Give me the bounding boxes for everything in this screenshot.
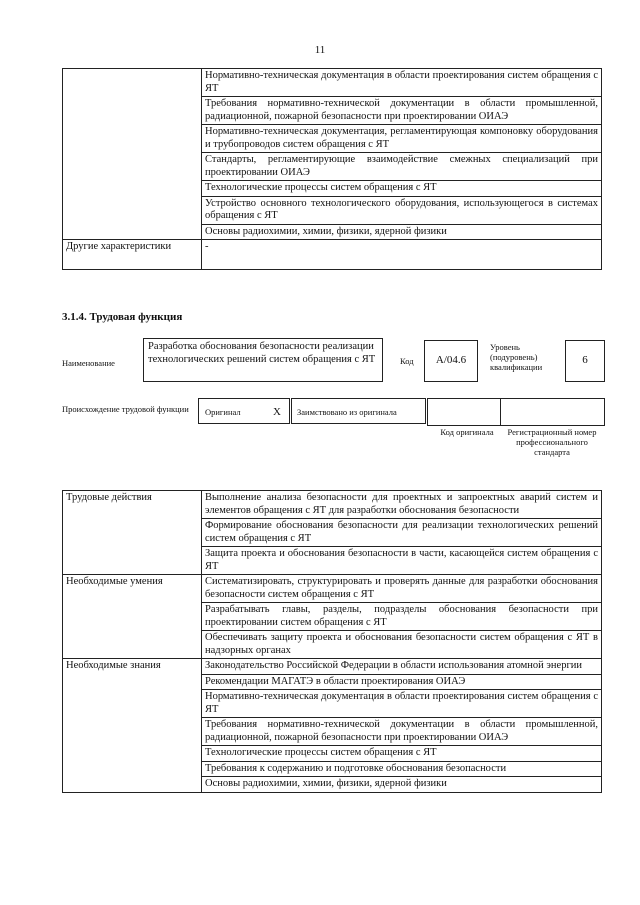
table-cell: Требования нормативно-технической документации в области промышленной, радиационной, пожарной безопасности при проектировании ОИАЭ [202,718,602,746]
table-cell: Нормативно-техническая документация в области проектирования систем обращения с ЯТ [202,69,602,97]
table-cell: - [202,240,602,270]
origin-label: Происхождение трудовой функции [62,404,189,414]
table-cell: Технологические процессы систем обращения с ЯТ [202,181,602,197]
name-label: Наименование [62,358,115,368]
borrowed-label: Заимствовано из оригинала [297,407,397,417]
row-label: Необходимые умения [63,575,202,659]
table-cell: Обеспечивать защиту проекта и обоснования безопасности систем обращения с ЯТ в надзорных органах [202,631,602,659]
reg-number-box [500,398,605,426]
level-label: Уровень (подуровень) квалификации [490,342,543,372]
knowledge-table-continued [62,68,602,270]
reg-number-label: Регистрационный номер профессионального стандарта [507,427,597,457]
row-label: Другие характеристики [63,240,202,270]
page-number: 11 [314,44,326,56]
table-cell: Основы радиохимии, химии, физики, ядерной физики [202,224,602,240]
table-row [63,240,602,270]
table-cell: Законодательство Российской Федерации в области использования атомной энергии [202,659,602,675]
table-cell: Выполнение анализа безопасности для проектных и запроектных аварий систем и элементов обращения с ЯТ для разработки обоснования безопасности [202,491,602,519]
table-cell: Систематизировать, структурировать и проверять данные для разработки обоснования безопасности систем обращения с ЯТ [202,575,602,603]
row-label: Необходимые знания [63,659,202,793]
code-original-label: Код оригинала [440,427,494,437]
function-name-box [143,338,383,382]
table-cell: Стандарты, регламентирующие взаимодействие смежных специализаций при проектировании ОИАЭ [202,153,602,181]
table-cell: Нормативно-техническая документация, регламентирующая компоновку оборудования и трубопроводов систем обращения с ЯТ [202,125,602,153]
table-cell: Требования нормативно-технической документации в области промышленной, радиационной, пожарной безопасности при проектировании ОИАЭ [202,97,602,125]
level-box [565,340,605,382]
table-row [63,659,602,675]
code-box [424,340,478,382]
table-cell: Разрабатывать главы, разделы, подразделы обоснования безопасности при проектировании систем обращения с ЯТ [202,603,602,631]
table-row [63,491,602,519]
table-row [63,69,602,97]
table-row [63,575,602,603]
table-cell: Защита проекта и обоснования безопасности в части, касающейся систем обращения с ЯТ [202,547,602,575]
row-label: Трудовые действия [63,491,202,575]
table-cell: Основы радиохимии, химии, физики, ядерной физики [202,777,602,793]
table-cell: Формирование обоснования безопасности для реализации технологических решений систем обращения с ЯТ [202,519,602,547]
original-label: Оригинал [205,407,241,417]
code-original-box [427,398,501,426]
section-title: 3.1.4. Трудовая функция [62,311,183,323]
borrowed-box [291,398,426,424]
level-value: 6 [582,354,588,366]
table-cell: Требования к содержанию и подготовке обоснования безопасности [202,761,602,777]
original-mark: X [273,406,281,418]
function-name: Разработка обоснования безопасности реализации технологических решений систем обращения с ЯТ [148,341,376,365]
original-box [198,398,290,424]
table-cell: Устройство основного технологического оборудования, использующегося в системах обращения с ЯТ [202,196,602,224]
table-cell: Рекомендации МАГАТЭ в области проектирования ОИАЭ [202,674,602,690]
code-value: А/04.6 [435,354,467,366]
code-label: Код [400,356,414,366]
labor-function-table [62,490,602,793]
row-label [63,69,202,240]
table-cell: Нормативно-техническая документация в области проектирования систем обращения с ЯТ [202,690,602,718]
table-cell: Технологические процессы систем обращения с ЯТ [202,746,602,762]
